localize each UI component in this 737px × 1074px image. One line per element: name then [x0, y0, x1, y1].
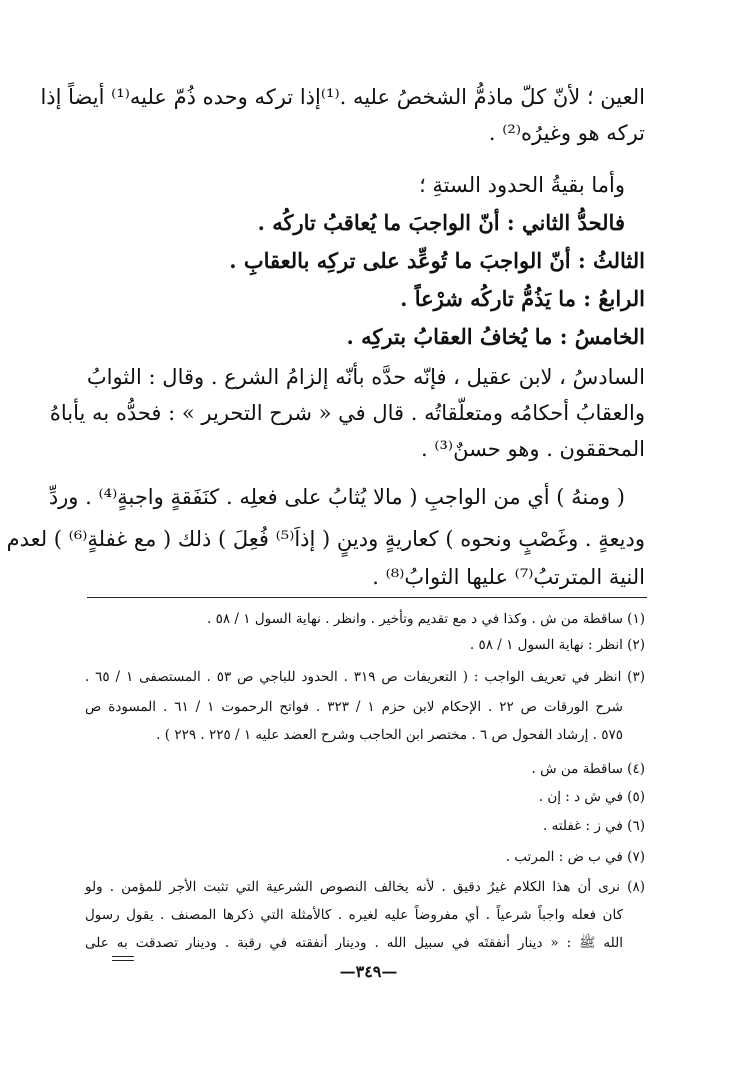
text-line: الخامسُ : ما يُخافُ العقابُ بتركِه . [346, 324, 645, 349]
text-line: تركه هو وغيرُه⁽²⁾ . [488, 121, 645, 145]
footnote: (٤) ساقطة من ش . [531, 761, 645, 777]
text-line: الثالثُ : أنّ الواجبَ ما تُوعِّد على تركِه بالعقابِ . [229, 248, 645, 273]
footnote: كان فعله واجباً شرعياً . أي مفروضاً عليه لغيره . كالأمثلة التي ذكرها المصنف . يقول رسول [85, 907, 623, 923]
footnote: (٨) نرى أن هذا الكلام غيرُ دقيق . لأنه يخالف النصوص الشرعية التي تثبت الأجر للمؤمن . ولو [85, 879, 645, 895]
footnote: (٢) انظر : نهاية السول ١ / ٥٨ . [469, 637, 645, 653]
text-line: العين ؛ لأنّ كلّ ماذمُّ الشخصُ عليه .⁽¹⁾إذا تركه وحده ذُمّ عليه⁽¹⁾ أيضاً إذا [40, 85, 645, 109]
text-line: ( ومنهُ ) أي من الواجبِ ( مالا يُثابُ على فعلِه . كنَفَقةٍ واجبةٍ⁽⁴⁾ . وردِّ [48, 485, 625, 509]
footnote: (٥) في ش د : إن . [538, 789, 645, 805]
footnote-separator [87, 597, 647, 598]
text-line: النية المترتبُ⁽⁷⁾ عليها الثوابُ⁽⁸⁾ . [372, 565, 645, 589]
text-line: وديعةٍ . وغَصْبٍ ونحوه ) كعاريةٍ ودينٍ ( إذاَ⁽⁵⁾ فُعِلَ ) ذلك ( مع غفلةٍ⁽⁶⁾ ) لعدم [6, 527, 645, 551]
footnote: ٥٧٥ . إرشاد الفحول ص ٦ . مختصر ابن الحاجب وشرح العضد عليه ١ / ٢٢٥ . ٢٢٩ ) . [156, 727, 623, 743]
footnote: شرح الورقات ص ٢٢ . الإحكام لابن حزم ١ / ٣٢٣ . فواتح الرحموت ١ / ٦١ . المسودة ص [85, 699, 623, 715]
footnote: (٦) في ز : غفلته . [542, 818, 645, 834]
footnote: الله ﷺ : « دينار أنفقتَه في سبيل الله . ودينار أنفقته في رقبة . ودينار تصدقت به على [85, 935, 623, 951]
footnote: (١) ساقطة من ش . وكذا في د مع تقديم وتأخير . وانظر . نهاية السول ١ / ٥٨ . [207, 611, 645, 627]
text-line: السادسُ ، لابن عقيل ، فإنّه حدَّه بأنّه إلزامُ الشرع . وقال : الثوابُ [86, 365, 645, 389]
footnote: (٧) في ب ض : المرتب . [505, 849, 645, 865]
text-line: فالحدُّ الثاني : أنّ الواجبَ ما يُعاقبُ تاركُه . [257, 210, 625, 235]
text-line: الرابعُ : ما يَذُمُّ تاركُه شرْعاً . [400, 286, 645, 311]
text-line: وأما بقيةُ الحدود الستةِ ؛ [419, 173, 625, 197]
text-line: والعقابُ أحكامُه ومتعلّقاتُه . قال في « شرح التحرير » : فحدُّه به يأباهُ [49, 401, 645, 425]
page-number: —٣٤٩— [339, 962, 398, 981]
footnote: (٣) انظر في تعريف الواجب : ( التعريفات ص ٣١٩ . الحدود للباجي ص ٥٣ . المستصفى ١ / ٦٥ . [85, 669, 645, 685]
text-line: المحققون . وهو حسنٌ⁽³⁾ . [420, 437, 645, 461]
